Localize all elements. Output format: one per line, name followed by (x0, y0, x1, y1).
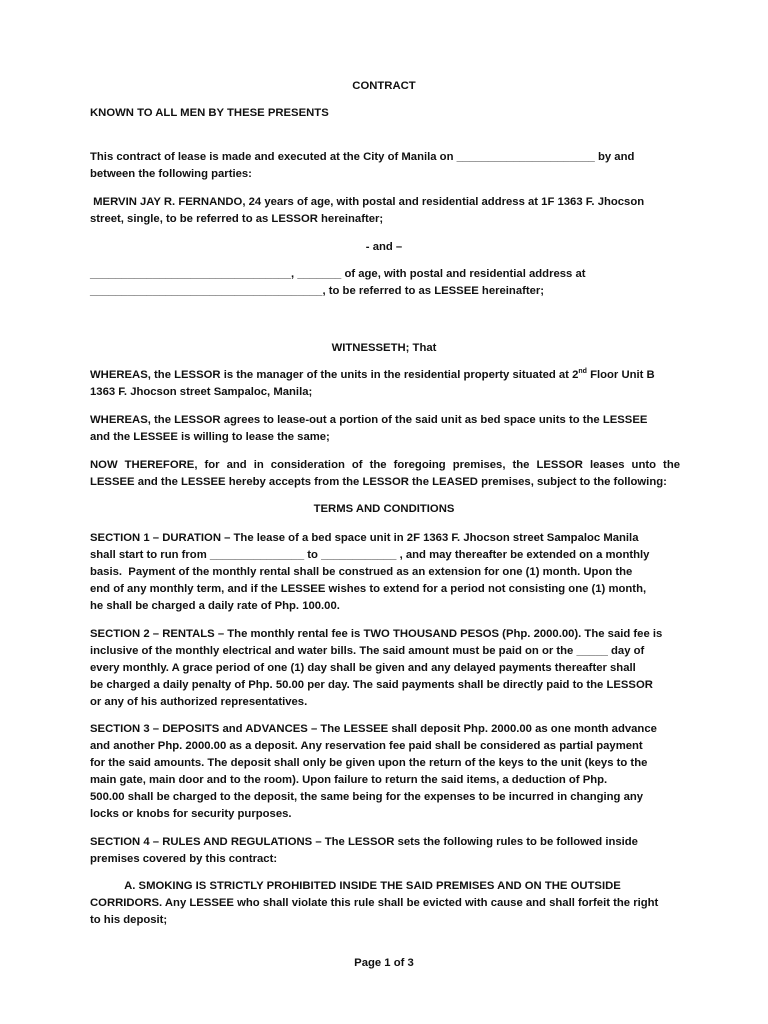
whereas2-keyword: WHEREAS (90, 414, 148, 426)
rule-a-line-1: A. SMOKING IS STRICTLY PROHIBITED INSIDE THE SAID PREMISES AND ON THE OUTSIDE (90, 880, 621, 892)
lessor-line-1: MERVIN JAY R. FERNANDO, 24 years of age, with postal and residential address at 1F 1363 F. Jhocson (90, 196, 645, 208)
now-therefore-text: , for and in consideration of the foregoing premises, the LESSOR leases unto the (194, 459, 680, 471)
section1-line-5: he shall be charged a daily rate of Php. 100.00. (90, 600, 340, 612)
rule-a-line-2: CORRIDORS. Any LESSEE who shall violate this rule shall be evicted with cause and shall forfeit the right (90, 897, 659, 909)
section4-line-1: SECTION 4 – RULES AND REGULATIONS – The LESSOR sets the following rules to be followed inside (90, 836, 638, 848)
whereas1-line-2: 1363 F. Jhocson street Sampaloc, Manila; (90, 386, 313, 398)
section4-line-2: premises covered by this contract: (90, 853, 278, 865)
now-therefore-keyword: NOW THEREFORE (90, 459, 195, 471)
whereas2-line-1 (90, 412, 680, 429)
whereas2-text: , the LESSOR agrees to lease-out a portion of the said unit as bed space units to the LESSEE (147, 414, 648, 426)
section2-line-4: be charged a daily penalty of Php. 50.00 per day. The said payments shall be directly paid to the LESSOR (90, 679, 653, 691)
contract-title: CONTRACT (352, 80, 416, 92)
whereas1-text-a: , the LESSOR is the manager of the units in the residential property situated at 2 (147, 369, 579, 381)
now-therefore-line-2: LESSEE and the LESSEE hereby accepts from the LESSOR the LEASED premises, subject to the following: (90, 476, 667, 488)
section2-line-2: inclusive of the monthly electrical and water bills. The said amount must be paid on or the _____ day of (90, 645, 645, 657)
section1-line-2: shall start to run from _______________ to ____________ , and may thereafter be extended on a monthly (90, 549, 650, 561)
page-footer: Page 1 of 3 (354, 957, 414, 969)
terms-heading: TERMS AND CONDITIONS (313, 503, 455, 515)
whereas1-keyword: WHEREAS (90, 369, 148, 381)
whereas1-text-b: Floor Unit B (586, 369, 655, 381)
section3-line-5: 500.00 shall be charged to the deposit, the same being for the expenses to be incurred in changing any (90, 791, 644, 803)
section2-line-5: or any of his authorized representatives. (90, 696, 308, 708)
section3-line-6: locks or knobs for security purposes. (90, 808, 292, 820)
section1-line-4: end of any monthly term, and if the LESSEE wishes to extend for a period not consisting one (1) month, (90, 583, 647, 595)
now-therefore-line-1 (90, 457, 680, 474)
whereas1-superscript: nd (578, 368, 587, 376)
rule-a-line-3: to his deposit; (90, 914, 168, 926)
intro-line-2: between the following parties: (90, 168, 252, 180)
opening-line: KNOWN TO ALL MEN BY THESE PRESENTS (90, 107, 329, 119)
whereas1-line-1 (90, 367, 680, 384)
section2-line-3: every monthly. A grace period of one (1) day shall be given and any delayed payments thereafter shall (90, 662, 636, 674)
witnesseth-heading: WITNESSETH; That (331, 342, 437, 354)
lessor-line-2: street, single, to be referred to as LESSOR hereinafter; (90, 213, 384, 225)
section3-line-2: and another Php. 2000.00 as a deposit. Any reservation fee paid shall be considered as partial payment (90, 740, 643, 752)
section2-line-1: SECTION 2 – RENTALS – The monthly rental fee is TWO THOUSAND PESOS (Php. 2000.00). The said fee is (90, 628, 663, 640)
section1-line-1: SECTION 1 – DURATION – The lease of a bed space unit in 2F 1363 F. Jhocson street Sampaloc Manila (90, 532, 639, 544)
section3-line-4: main gate, main door and to the room). Upon failure to return the said items, a deduction of Php. (90, 774, 608, 786)
section3-line-1: SECTION 3 – DEPOSITS and ADVANCES – The LESSEE shall deposit Php. 2000.00 as one month advance (90, 723, 657, 735)
section3-line-3: for the said amounts. The deposit shall only be given upon the return of the keys to the unit (keys to the (90, 757, 648, 769)
lessee-line-2: _____________________________________, to be referred to as LESSEE hereinafter; (90, 285, 545, 297)
whereas2-line-2: and the LESSEE is willing to lease the same; (90, 431, 330, 443)
and-separator: - and – (365, 241, 403, 253)
lessee-line-1: ________________________________, _______ of age, with postal and residential address at (90, 268, 586, 280)
intro-line-1: This contract of lease is made and executed at the City of Manila on ______________________ by and (90, 151, 635, 163)
section1-line-3: basis. Payment of the monthly rental shall be construed as an extension for one (1) month. Upon the (90, 566, 633, 578)
